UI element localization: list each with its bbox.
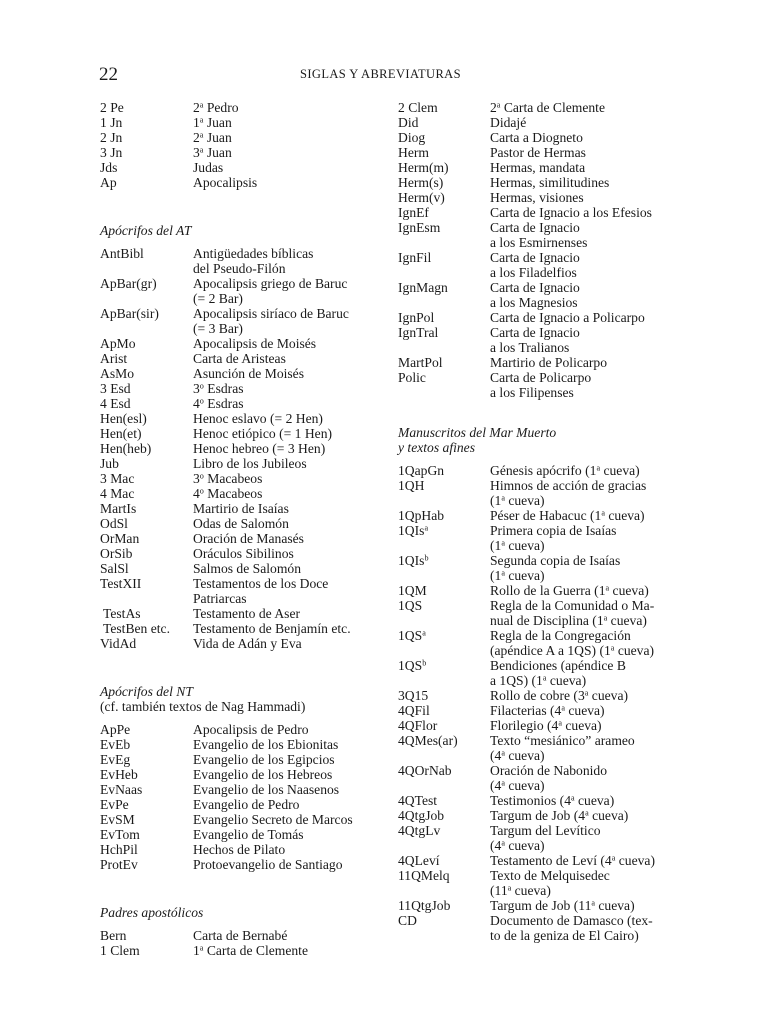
abbreviation-entry — [100, 130, 390, 145]
entry-abbreviation: Herm(v) — [398, 190, 445, 205]
entry-abbreviation: 1QIs$^b$ — [398, 553, 429, 568]
entry-description: 1$^a$ Carta de Clemente — [193, 943, 308, 958]
entry-description: Péser de Habacuc (1$^a$ cueva) — [490, 508, 645, 523]
entry-abbreviation: AsMo — [100, 366, 134, 381]
abbreviation-entry — [100, 531, 390, 546]
entry-abbreviation: 2 Pe — [100, 100, 124, 115]
entry-description: Hermas, mandata — [490, 160, 586, 175]
entry-abbreviation: Herm(m) — [398, 160, 449, 175]
abbreviation-entry — [398, 355, 688, 370]
entry-description: Oráculos Sibilinos — [193, 546, 294, 561]
entry-description: Evangelio de Pedro — [193, 797, 300, 812]
entry-description: Rollo de la Guerra (1$^a$ cueva) — [490, 583, 649, 598]
abbreviation-entry — [398, 553, 688, 583]
section-title-qumran: Manuscritos del Mar Muerto — [398, 425, 557, 440]
abbreviation-entry — [100, 606, 390, 621]
entry-description: Oración de Manasés — [193, 531, 304, 546]
entry-description: Vida de Adán y Eva — [193, 636, 302, 651]
entries-padres-cont — [398, 100, 688, 400]
entry-abbreviation: IgnTral — [398, 325, 439, 340]
abbreviation-entry — [398, 808, 688, 823]
entry-abbreviation: 2 Jn — [100, 130, 123, 145]
entry-description: Evangelio de los Egipcios — [193, 752, 335, 767]
abbreviation-entry — [398, 115, 688, 130]
abbreviation-entry — [398, 658, 688, 688]
entry-description: Carta a Diogneto — [490, 130, 583, 145]
abbreviation-entry — [100, 396, 390, 411]
abbreviation-entry — [100, 797, 390, 812]
entry-description: Rollo de cobre (3$^a$ cueva) — [490, 688, 629, 703]
entry-description: Génesis apócrifo (1$^a$ cueva) — [490, 463, 640, 478]
entry-description: Henoc hebreo (= 3 Hen) — [193, 441, 326, 456]
abbreviation-entry — [100, 381, 390, 396]
abbreviation-entry — [100, 857, 390, 872]
entry-abbreviation: EvHeb — [100, 767, 138, 782]
abbreviation-entry — [398, 145, 688, 160]
abbreviation-entry — [100, 456, 390, 471]
entry-description: Carta de Ignacio a los Magnesios — [490, 280, 580, 310]
entry-description: 3$^a$ Juan — [193, 145, 232, 160]
entry-abbreviation: IgnEsm — [398, 220, 441, 235]
abbreviation-entry — [398, 523, 688, 553]
entry-abbreviation: Hen(et) — [100, 426, 142, 441]
abbreviation-entry — [398, 250, 688, 280]
entry-description: Evangelio de los Hebreos — [193, 767, 333, 782]
entry-description: Targum del Levítico (4$^a$ cueva) — [490, 823, 601, 853]
entry-abbreviation: 1QpHab — [398, 508, 445, 523]
entry-description: Hermas, similitudines — [490, 175, 610, 190]
abbreviation-entry — [100, 100, 390, 115]
entry-abbreviation: CD — [398, 913, 417, 928]
abbreviation-entry — [398, 310, 688, 325]
entry-description: Bendiciones (apéndice B a 1QS) (1$^a$ cueva) — [490, 658, 626, 688]
entry-description: Texto “mesiánico” arameo (4$^a$ cueva) — [490, 733, 635, 763]
entry-description: Testamento de Benjamín etc. — [193, 621, 351, 636]
entry-description: Apocalipsis de Pedro — [193, 722, 309, 737]
entry-description: 4$^o$ Macabeos — [193, 486, 263, 501]
section-title-apocrifos-at: Apócrifos del AT — [100, 223, 192, 238]
section-title-qumran-2: y textos afines — [398, 440, 476, 455]
entries-apocrifos-nt — [100, 722, 390, 872]
entry-abbreviation: ApPe — [100, 722, 131, 737]
entry-description: Carta de Ignacio a los Efesios — [490, 205, 652, 220]
abbreviation-entry — [398, 868, 688, 898]
entry-abbreviation: 3Q15 — [398, 688, 429, 703]
abbreviation-entry — [398, 733, 688, 763]
abbreviation-entry — [100, 636, 390, 651]
entry-abbreviation: IgnFil — [398, 250, 432, 265]
entry-abbreviation: 11QMelq — [398, 868, 450, 883]
entry-description: Evangelio de los Naasenos — [193, 782, 340, 797]
entry-abbreviation: 4QLeví — [398, 853, 440, 868]
entry-description: Salmos de Salomón — [193, 561, 301, 576]
abbreviation-entry — [100, 175, 390, 190]
entry-description: Apocalipsis de Moisés — [193, 336, 317, 351]
section-subtitle-apocrifos-nt: (cf. también textos de Nag Hammadi) — [100, 699, 306, 714]
entry-description: Didajé — [490, 115, 527, 130]
entry-abbreviation: IgnEf — [398, 205, 429, 220]
entry-abbreviation: TestXII — [100, 576, 142, 591]
abbreviation-entry — [100, 767, 390, 782]
abbreviation-entry — [100, 561, 390, 576]
abbreviation-entry — [100, 145, 390, 160]
entry-description: Odas de Salomón — [193, 516, 289, 531]
entry-abbreviation: 4 Mac — [100, 486, 135, 501]
abbreviation-entry — [398, 160, 688, 175]
section-title-padres: Padres apostólicos — [100, 905, 204, 920]
abbreviation-entry — [100, 115, 390, 130]
abbreviation-entry — [398, 703, 688, 718]
abbreviation-entry — [100, 366, 390, 381]
abbreviation-entry — [100, 441, 390, 456]
entries-padres — [100, 928, 390, 958]
abbreviation-entry — [100, 943, 390, 958]
entry-description: Apocalipsis griego de Baruc (= 2 Bar) — [193, 276, 348, 306]
entry-description: Targum de Job (11$^a$ cueva) — [490, 898, 635, 913]
abbreviation-entry — [100, 576, 390, 606]
entry-abbreviation: EvEb — [100, 737, 131, 752]
entry-abbreviation: 3 Jn — [100, 145, 123, 160]
entry-description: Carta de Ignacio a los Filadelfios — [490, 250, 580, 280]
entry-abbreviation: 1QapGn — [398, 463, 445, 478]
entry-description: Florilegio (4$^a$ cueva) — [490, 718, 602, 733]
entry-description: Testimonios (4$^a$ cueva) — [490, 793, 615, 808]
entry-description: Henoc eslavo (= 2 Hen) — [193, 411, 323, 426]
entry-abbreviation: EvEg — [100, 752, 131, 767]
entry-abbreviation: 4QFlor — [398, 718, 438, 733]
entry-description: Asunción de Moisés — [193, 366, 305, 381]
abbreviation-entry — [398, 583, 688, 598]
abbreviation-entry — [100, 516, 390, 531]
section-title-apocrifos-nt: Apócrifos del NT — [100, 684, 193, 699]
entry-abbreviation: AntBibl — [100, 246, 144, 261]
entry-abbreviation: TestAs — [103, 606, 141, 621]
entry-description: Carta de Ignacio a Policarpo — [490, 310, 645, 325]
entry-description: Judas — [193, 160, 224, 175]
entry-description: Carta de Bernabé — [193, 928, 288, 943]
abbreviation-entry — [398, 913, 688, 943]
entry-abbreviation: 1QS — [398, 598, 423, 613]
entry-abbreviation: Bern — [100, 928, 127, 943]
abbreviation-entry — [398, 763, 688, 793]
entry-abbreviation: Diog — [398, 130, 426, 145]
entry-abbreviation: ApMo — [100, 336, 136, 351]
entry-description: Testamento de Aser — [193, 606, 301, 621]
entry-abbreviation: $1QS^b$ — [398, 658, 427, 673]
entry-abbreviation: Herm(s) — [398, 175, 444, 190]
entry-abbreviation: IgnPol — [398, 310, 435, 325]
left-column — [100, 100, 390, 958]
entries-nt-books — [100, 100, 390, 190]
entry-abbreviation: 4QMes(ar) — [398, 733, 458, 748]
entry-description: Carta de Ignacio a los Tralianos — [490, 325, 580, 355]
entry-description: Himnos de acción de gracias (1$^a$ cueva) — [490, 478, 647, 508]
abbreviation-entry — [398, 823, 688, 853]
entry-description: Testamento de Leví (4$^a$ cueva) — [490, 853, 655, 868]
abbreviation-entry — [398, 130, 688, 145]
abbreviation-entry — [100, 411, 390, 426]
abbreviation-entry — [398, 688, 688, 703]
entry-description: Carta de Ignacio a los Esmirnenses — [490, 220, 588, 250]
abbreviation-entry — [100, 737, 390, 752]
entry-abbreviation: ProtEv — [100, 857, 138, 872]
entry-description: Evangelio de Tomás — [193, 827, 304, 842]
abbreviation-entry — [100, 928, 390, 943]
abbreviation-entry — [398, 175, 688, 190]
entry-abbreviation: 4QtgLv — [398, 823, 441, 838]
entry-abbreviation: 1QH — [398, 478, 425, 493]
abbreviation-entry — [100, 621, 390, 636]
entry-description: Texto de Melquisedec (11$^a$ cueva) — [490, 868, 610, 898]
abbreviation-entry — [398, 205, 688, 220]
entry-abbreviation: Jds — [100, 160, 118, 175]
entry-abbreviation: MartIs — [100, 501, 137, 516]
entry-abbreviation: TestBen etc. — [103, 621, 170, 636]
entry-abbreviation: IgnMagn — [398, 280, 448, 295]
right-column — [398, 100, 688, 943]
abbreviation-entry — [398, 793, 688, 808]
abbreviation-entry — [100, 827, 390, 842]
entry-abbreviation: VidAd — [100, 636, 137, 651]
entry-abbreviation: 1 Jn — [100, 115, 123, 130]
entry-description: Protoevangelio de Santiago — [193, 857, 343, 872]
entry-description: Pastor de Hermas — [490, 145, 586, 160]
entry-abbreviation: 4QFil — [398, 703, 430, 718]
abbreviation-entry — [100, 812, 390, 827]
abbreviation-entry — [100, 501, 390, 516]
abbreviation-entry — [398, 190, 688, 205]
abbreviation-entry — [398, 100, 688, 115]
abbreviation-entry — [100, 426, 390, 441]
abbreviation-entry — [100, 276, 390, 306]
entry-abbreviation: ApBar(sir) — [100, 306, 159, 321]
abbreviation-entry — [100, 722, 390, 737]
entry-abbreviation: 3 Mac — [100, 471, 135, 486]
entry-description: Hermas, visiones — [490, 190, 584, 205]
abbreviation-entry — [100, 471, 390, 486]
abbreviation-entry — [100, 782, 390, 797]
entries-apocrifos-at — [100, 246, 390, 651]
entry-abbreviation: 1QIs$^a$ — [398, 523, 429, 538]
entry-abbreviation: 1 Clem — [100, 943, 140, 958]
entry-description: Libro de los Jubileos — [193, 456, 307, 471]
entry-abbreviation: 1QM — [398, 583, 427, 598]
entry-abbreviation: Did — [398, 115, 419, 130]
entry-abbreviation: Hen(esl) — [100, 411, 147, 426]
abbreviation-entry — [398, 463, 688, 478]
entry-abbreviation: 4QtgJob — [398, 808, 445, 823]
entry-abbreviation: Hen(heb) — [100, 441, 152, 456]
entry-abbreviation: 4QTest — [398, 793, 438, 808]
abbreviation-entry — [100, 486, 390, 501]
entry-abbreviation: MartPol — [398, 355, 443, 370]
entry-abbreviation: EvSM — [100, 812, 135, 827]
entry-abbreviation: EvPe — [100, 797, 129, 812]
entry-description: Evangelio de los Ebionitas — [193, 737, 339, 752]
entry-description: 2$^a$ Juan — [193, 130, 232, 145]
entry-description: 3$^o$ Esdras — [193, 381, 244, 396]
entry-abbreviation: Arist — [100, 351, 128, 366]
abbreviation-entry — [398, 370, 688, 400]
entry-abbreviation: Polic — [398, 370, 426, 385]
entry-description: 2$^a$ Carta de Clemente — [490, 100, 605, 115]
entry-abbreviation: $1QS^a$ — [398, 628, 426, 643]
entry-abbreviation: OrMan — [100, 531, 140, 546]
entry-description: 3$^o$ Macabeos — [193, 471, 263, 486]
entry-abbreviation: 4QOrNab — [398, 763, 452, 778]
entry-description: Carta de Policarpo a los Filipenses — [490, 370, 592, 400]
entry-description: Primera copia de Isaías (1$^a$ cueva) — [490, 523, 617, 553]
entry-description: Documento de Damasco (tex- to de la geniza de El Cairo) — [490, 913, 653, 943]
abbreviation-entry — [100, 752, 390, 767]
entry-description: Martirio de Isaías — [193, 501, 289, 516]
abbreviation-entry — [100, 842, 390, 857]
entry-description: 1$^a$ Juan — [193, 115, 232, 130]
entry-abbreviation: OdSl — [100, 516, 128, 531]
entry-description: Filacterias (4$^a$ cueva) — [490, 703, 605, 718]
abbreviation-entry — [398, 628, 688, 658]
entry-description: Apocalipsis — [193, 175, 258, 190]
abbreviation-entry — [100, 336, 390, 351]
entry-abbreviation: Herm — [398, 145, 429, 160]
entry-description: Hechos de Pilato — [193, 842, 286, 857]
entry-description: Henoc etiópico (= 1 Hen) — [193, 426, 333, 441]
entry-description: Antigüedades bíblicas del Pseudo-Filón — [193, 246, 314, 276]
abbreviation-entry — [100, 246, 390, 276]
abbreviation-entry — [398, 598, 688, 628]
entry-abbreviation: OrSib — [100, 546, 133, 561]
entry-description: Regla de la Congregación (apéndice A a 1QS) (1$^a$ cueva) — [490, 628, 655, 658]
running-head: SIGLAS Y ABREVIATURAS — [300, 67, 461, 81]
abbreviation-entry — [398, 220, 688, 250]
abbreviation-entry — [398, 853, 688, 868]
entry-abbreviation: 2 Clem — [398, 100, 438, 115]
entry-abbreviation: 4 Esd — [100, 396, 131, 411]
entry-description: Evangelio Secreto de Marcos — [193, 812, 353, 827]
entry-description: Segunda copia de Isaías (1$^a$ cueva) — [490, 553, 621, 583]
abbreviation-entry — [398, 898, 688, 913]
abbreviation-entry — [398, 325, 688, 355]
entry-abbreviation: ApBar(gr) — [100, 276, 157, 291]
entries-qumran — [398, 463, 688, 943]
abbreviation-entry — [398, 718, 688, 733]
entry-description: Testamentos de los Doce Patriarcas — [193, 576, 329, 606]
entry-description: 2$^a$ Pedro — [193, 100, 239, 115]
abbreviation-entry — [100, 546, 390, 561]
abbreviation-entry — [100, 160, 390, 175]
entry-abbreviation: EvTom — [100, 827, 140, 842]
entry-description: Martirio de Policarpo — [490, 355, 608, 370]
abbreviation-entry — [100, 306, 390, 336]
abbreviation-entry — [100, 351, 390, 366]
entry-abbreviation: SalSl — [100, 561, 129, 576]
entry-description: Targum de Job (4$^a$ cueva) — [490, 808, 629, 823]
entry-abbreviation: 11QtgJob — [398, 898, 451, 913]
entry-description: 4$^o$ Esdras — [193, 396, 244, 411]
abbreviation-entry — [398, 508, 688, 523]
abbreviation-entry — [398, 280, 688, 310]
entry-abbreviation: Jub — [100, 456, 119, 471]
abbreviation-entry — [398, 478, 688, 508]
entry-description: Regla de la Comunidad o Ma- nual de Disciplina (1$^a$ cueva) — [490, 598, 655, 628]
entry-abbreviation: EvNaas — [100, 782, 143, 797]
entry-abbreviation: Ap — [100, 175, 117, 190]
entry-abbreviation: 3 Esd — [100, 381, 131, 396]
page-number: 22 — [99, 64, 118, 85]
entry-description: Apocalipsis siríaco de Baruc (= 3 Bar) — [193, 306, 349, 336]
entry-description: Carta de Aristeas — [193, 351, 286, 366]
entry-description: Oración de Nabonido (4$^a$ cueva) — [490, 763, 608, 793]
entry-abbreviation: HchPil — [100, 842, 138, 857]
